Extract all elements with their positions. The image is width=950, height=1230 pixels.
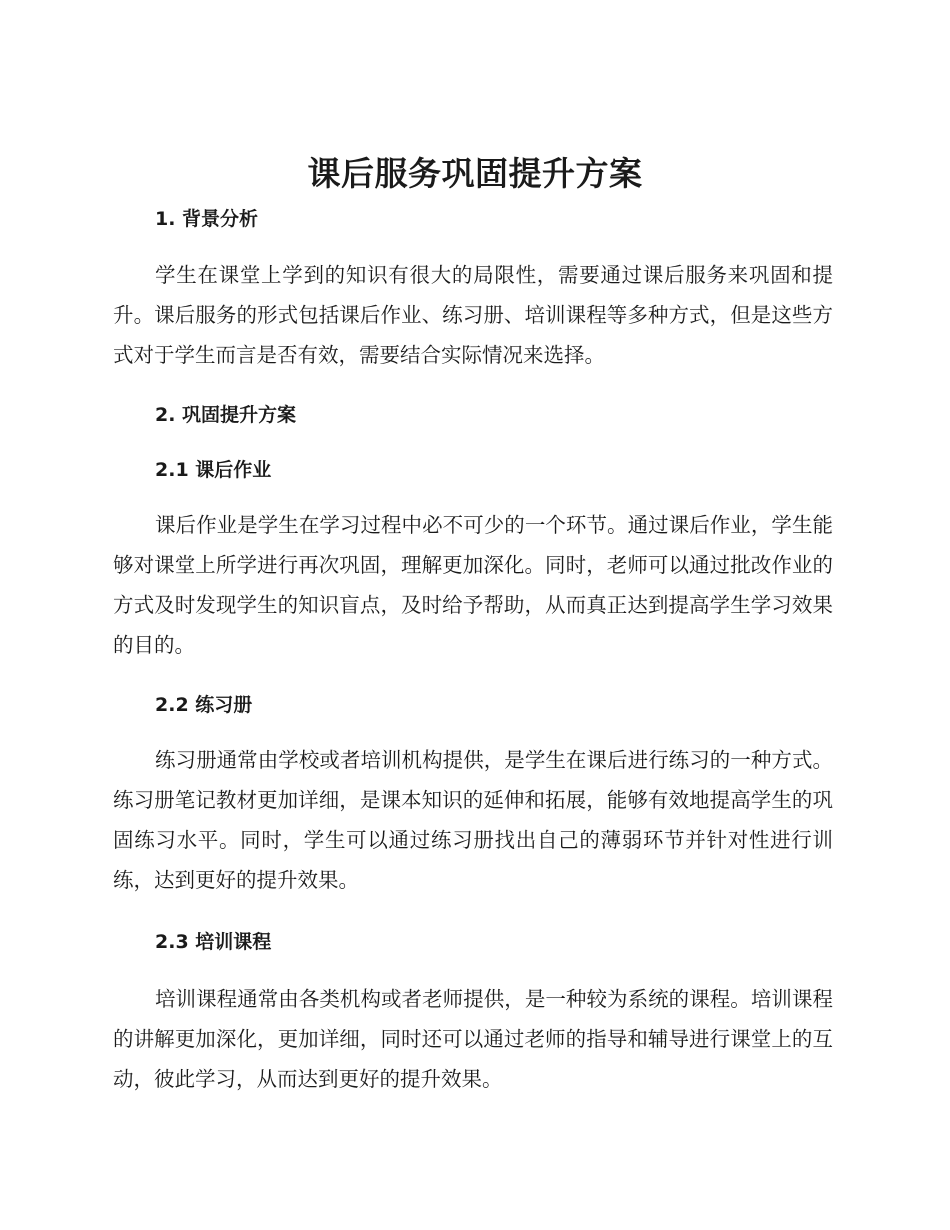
section-paragraph-training: 培训课程通常由各类机构或者老师提供，是一种较为系统的课程。培训课程的讲解更加深化，更加详细，同时还可以通过老师的指导和辅导进行课堂上的互动，彼此学习，从而达到更好的提升效果。: [113, 987, 833, 1091]
section-heading-workbook: 2.2 练习册: [155, 694, 253, 716]
section-paragraph-workbook: 练习册通常由学校或者培训机构提供，是学生在课后进行练习的一种方式。练习册笔记教材更加详细，是课本知识的延伸和拓展，能够有效地提高学生的巩固练习水平。同时，学生可以通过练习册找出自己的薄弱环节并针对性进行训练，达到更好的提升效果。: [113, 748, 833, 892]
section-paragraph-background: 学生在课堂上学到的知识有很大的局限性，需要通过课后服务来巩固和提升。课后服务的形式包括课后作业、练习册、培训课程等多种方式，但是这些方式对于学生而言是否有效，需要结合实际情况来选择。: [113, 263, 833, 367]
document-title: 课后服务巩固提升方案: [307, 154, 643, 193]
section-paragraph-homework: 课后作业是学生在学习过程中必不可少的一个环节。通过课后作业，学生能够对课堂上所学进行再次巩固，理解更加深化。同时，老师可以通过批改作业的方式及时发现学生的知识盲点，及时给予帮助，从而真正达到提高学生学习效果的目的。: [113, 513, 833, 657]
section-heading-training: 2.3 培训课程: [155, 931, 272, 953]
section-heading-homework: 2.1 课后作业: [155, 459, 272, 481]
section-heading-plan: 2. 巩固提升方案: [155, 404, 297, 426]
section-heading-background: 1. 背景分析: [155, 208, 259, 230]
